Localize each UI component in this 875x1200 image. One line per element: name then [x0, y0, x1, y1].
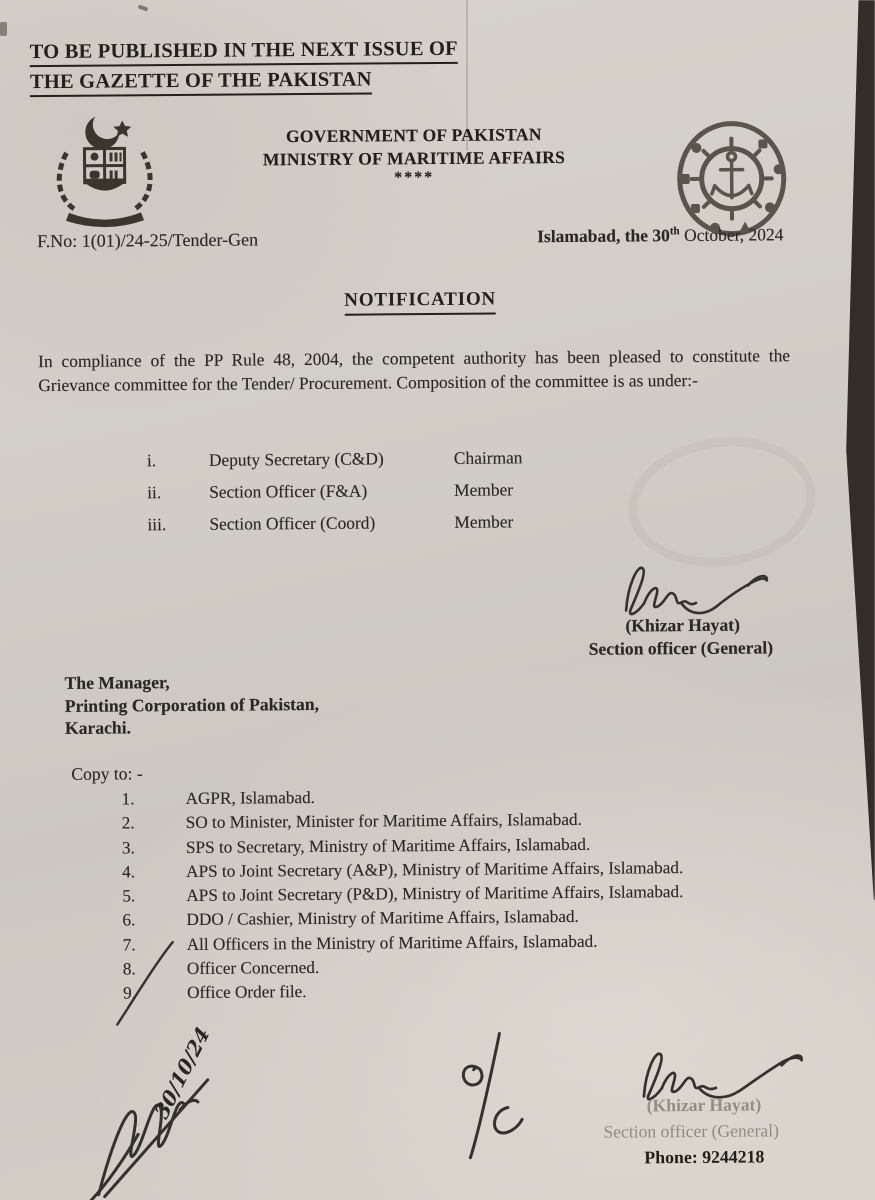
- file-number: F.No: 1(01)/24-25/Tender-Gen: [37, 229, 259, 252]
- copy-to-label: Copy to: -: [71, 763, 143, 784]
- stars-separator: ****: [394, 169, 435, 187]
- notification-body: In compliance of the PP Rule 48, 2004, the competent authority has been pleased to constitute the Grievance committee for the Tender/ Procurement. Composition of the committee is as under:-: [38, 345, 791, 395]
- date-bold-part: Islamabad, the 30: [537, 225, 670, 247]
- committee-member-role: Member: [454, 479, 514, 500]
- copy-to-number: 1.: [121, 789, 135, 809]
- committee-member-title: Section Officer (Coord): [209, 512, 376, 534]
- committee-row: [147, 511, 627, 547]
- committee-member-role: Chairman: [453, 447, 523, 468]
- gazette-line-2: THE GAZETTE OF THE PAKISTAN: [30, 69, 372, 98]
- date-ordinal: th: [669, 225, 680, 238]
- ministry-heading: MINISTRY OF MARITIME AFFAIRS: [262, 146, 566, 170]
- copy-to-text: Officer Concerned.: [186, 958, 320, 979]
- addressee-block: [65, 670, 320, 740]
- copy-to-text: Office Order file.: [187, 982, 307, 1003]
- signatory-name-faded: (Khizar Hayat): [646, 1094, 762, 1116]
- notification-title: NOTIFICATION: [0, 286, 843, 318]
- copy-to-number: 8.: [122, 959, 136, 979]
- handwritten-date-note: 30/10/24: [149, 1022, 215, 1124]
- signatory-name: (Khizar Hayat): [625, 614, 741, 636]
- addressee-line-2: Printing Corporation of Pakistan,: [64, 693, 320, 716]
- place-date-line: [537, 224, 783, 247]
- copy-to-list: [121, 782, 823, 1006]
- copy-to-text: All Officers in the Ministry of Maritime Affairs, Islamabad.: [186, 931, 598, 954]
- committee-member-title: Deputy Secretary (C&D): [208, 448, 384, 470]
- committee-roman-numeral: i.: [146, 450, 157, 471]
- copy-to-number: 2.: [121, 813, 135, 833]
- gazette-publish-notice: [30, 38, 459, 101]
- gazette-line-1: TO BE PUBLISHED IN THE NEXT ISSUE OF: [30, 38, 458, 67]
- copy-to-number: 9.: [123, 983, 137, 1003]
- committee-roman-numeral: iii.: [147, 514, 167, 535]
- committee-row: [147, 479, 627, 515]
- signatory-title: Section officer (General): [588, 637, 774, 659]
- copy-to-number: 5.: [122, 886, 136, 906]
- committee-member-title: Section Officer (F&A): [209, 480, 368, 502]
- addressee-line-3: Karachi.: [64, 717, 132, 739]
- copy-to-row: [123, 976, 823, 1006]
- copy-to-number: 7.: [122, 935, 136, 955]
- committee-row: [147, 447, 627, 483]
- copy-to-text: APS to Joint Secretary (P&D), Ministry of Maritime Affairs, Islamabad.: [186, 882, 684, 906]
- committee-roman-numeral: ii.: [147, 482, 162, 503]
- copy-to-number: 6.: [122, 910, 136, 930]
- copy-to-text: AGPR, Islamabad.: [185, 787, 315, 808]
- signatory-title-faded: Section officer (General): [603, 1120, 780, 1142]
- copy-to-number: 4.: [122, 862, 136, 882]
- copy-to-number: 3.: [121, 837, 135, 858]
- government-heading: GOVERNMENT OF PAKISTAN: [285, 124, 542, 147]
- addressee-line-1: The Manager,: [64, 672, 170, 693]
- committee-member-role: Member: [454, 511, 514, 532]
- copy-to-text: SPS to Secretary, Ministry of Maritime Affairs, Islamabad.: [185, 834, 591, 857]
- copy-to-text: SO to Minister, Minister for Maritime Affairs, Islamabad.: [185, 810, 582, 833]
- pen-slash-mark: [111, 936, 182, 1034]
- oc-handwritten-mark: [439, 1029, 540, 1175]
- signatory-phone: Phone: 9244218: [644, 1146, 765, 1168]
- copy-to-text: APS to Joint Secretary (A&P), Ministry of Maritime Affairs, Islamabad.: [186, 857, 684, 881]
- date-rest: October, 2024: [679, 224, 784, 246]
- copy-to-text: DDO / Cashier, Ministry of Maritime Affairs, Islamabad.: [186, 907, 579, 930]
- committee-list: [147, 447, 628, 547]
